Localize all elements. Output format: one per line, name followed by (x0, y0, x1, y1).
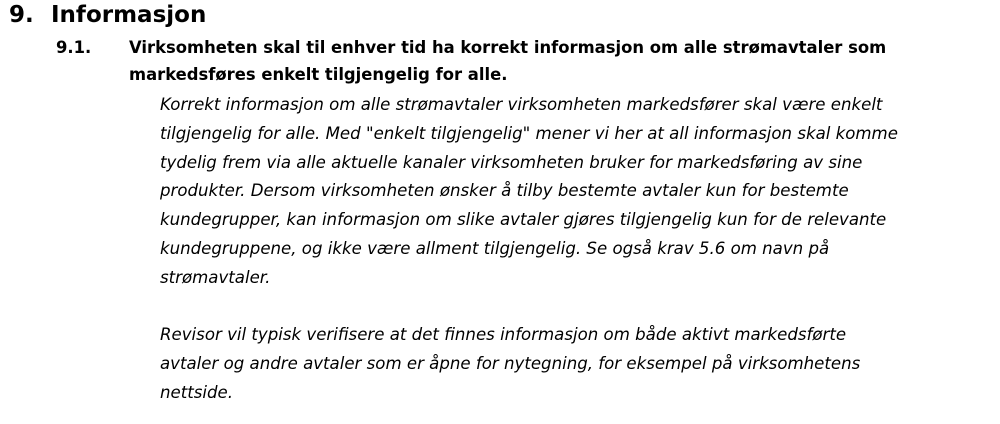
guidance-line: Korrekt informasjon om alle strømavtaler virksomheten markedsfører skal være enkelt (160, 95, 883, 114)
guidance-line: avtaler og andre avtaler som er åpne for nytegning, for eksempel på virksomhetens (160, 354, 861, 374)
guidance-line: nettside. (160, 382, 234, 402)
requirement-text-line: markedsføres enkelt tilgjengelig for alle. (129, 65, 508, 84)
requirement-text-line: Virksomheten skal til enhver tid ha korrekt informasjon om alle strømavtaler som (129, 38, 887, 57)
section-number: 9. (9, 2, 34, 28)
guidance-paragraph-1 (160, 91, 996, 293)
guidance-line: kundegrupper, kan informasjon om slike avtaler gjøres tilgjengelig kun for de relevante (160, 210, 887, 230)
section-heading (9, 0, 206, 30)
guidance-line: tydelig frem via alle aktuelle kanaler virksomheten bruker for markedsføring av sine (160, 152, 863, 172)
guidance-line: kundegruppene, og ikke være allment tilgjengelig. Se også krav 5.6 om navn på (160, 238, 830, 258)
guidance-line: strømavtaler. (160, 267, 271, 287)
requirement-number: 9.1. (56, 38, 92, 57)
guidance-line: Revisor vil typisk verifisere at det finnes informasjon om både aktivt markedsførte (160, 325, 847, 345)
guidance-paragraph-2 (160, 321, 996, 407)
guidance-text (160, 91, 996, 408)
guidance-line: produkter. Dersom virksomheten ønsker å tilby bestemte avtaler kun for bestemte (160, 181, 849, 201)
requirement-text (129, 34, 999, 88)
guidance-line: tilgjengelig for alle. Med "enkelt tilgjengelig" mener vi her at all informasjon skal komme (160, 123, 898, 143)
section-title: Informasjon (51, 2, 207, 28)
